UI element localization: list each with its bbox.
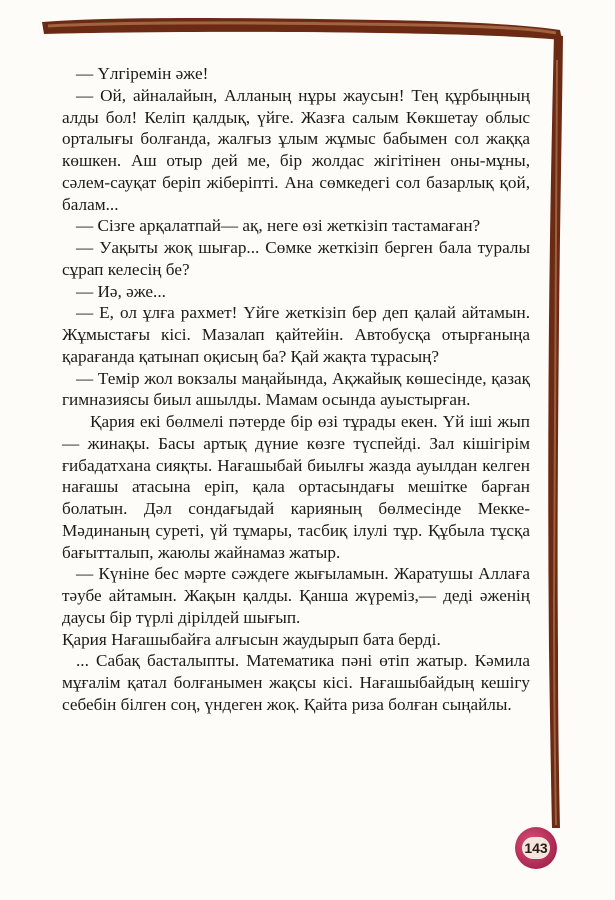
page-number: 143 bbox=[522, 837, 550, 859]
top-border-stroke bbox=[42, 18, 562, 40]
dialogue-line: — Е, ол ұлға рахмет! Үйге жеткізіп бер деп қалай айтамын. Жұмыстағы кісі. Мазалап қайтейін. Автобусқа отырғаныңа қарағанда қатынап оқисың ба? Қай жақта тұрасың? bbox=[62, 303, 530, 366]
dialogue-line: — Күніне бес мәрте сәждеге жығыламын. Жаратушы Аллаға тәубе айтамын. Жақын қалды. Қанша жүреміз,— деді әженің даусы бір түрлі дірілдей шығып. bbox=[62, 564, 530, 627]
narrative-paragraph: Қария екі бөлмелі пәтерде бір өзі тұрады екен. Үй іші жып— жинақы. Басы артық дүние көзге түспейді. Зал кішігірім ғибадатхана сияқты. Нағашыбай биылғы жазда ауылдан келген нағашы атасына еріп, қала ортасындағы мешітке барған болатын. Дәл сондағыдай карияның бөлмесінде Мекке-Мәдинаның суреті, үй тұмары, тасбиқ ілулі тұр. Құбыла тұсқа бағытталып, жаюлы жайнамаз жатыр. bbox=[62, 412, 530, 562]
page-text bbox=[62, 63, 530, 716]
dialogue-line: — Үлгіремін әже! bbox=[76, 64, 209, 83]
dialogue-line: — Темір жол вокзалы маңайында, Ақжайық көшесінде, қазақ гимназиясы биыл ашылды. Мамам осында ауыстырған. bbox=[62, 368, 530, 410]
dialogue-line: — Иә, әже... bbox=[76, 281, 166, 301]
narrative-paragraph: ... Сабақ басталыпты. Математика пәні өтіп жатыр. Кәмила мұғалім қатал болғанымен жақсы кісі. Нағашыбайдың кешігу себебін білген соң, үндеген жоқ. Қайта риза болған сыңайлы. bbox=[62, 651, 530, 714]
dialogue-line: — Ой, айналайын, Алланың нұры жаусын! Тең құрбыңның алды бол! Келіп қалдық, үйге. Жазға салым Көкшетау облыс орталығы болғанда, жалғыз ұлым жұмыс бабымен сол жаққа көшкен. Аш отыр дей ме, бір жолдас жігітінен оны-мұны, сәлем-сауқат беріп жіберіпті. Ана сөмкедегі сол базарлық қой, балам... bbox=[62, 85, 530, 214]
page-number-badge bbox=[515, 827, 557, 869]
dialogue-line: — Уақыты жоқ шығар... Сөмке жеткізіп берген бала туралы сұрап келесің бе? bbox=[62, 238, 530, 279]
dialogue-line: — Сізге арқалатпай— ақ, неге өзі жеткізіп тастамаған? bbox=[76, 216, 481, 236]
narrative-paragraph: Қария Нағашыбайға алғысын жаудырып бата берді. bbox=[62, 629, 441, 649]
